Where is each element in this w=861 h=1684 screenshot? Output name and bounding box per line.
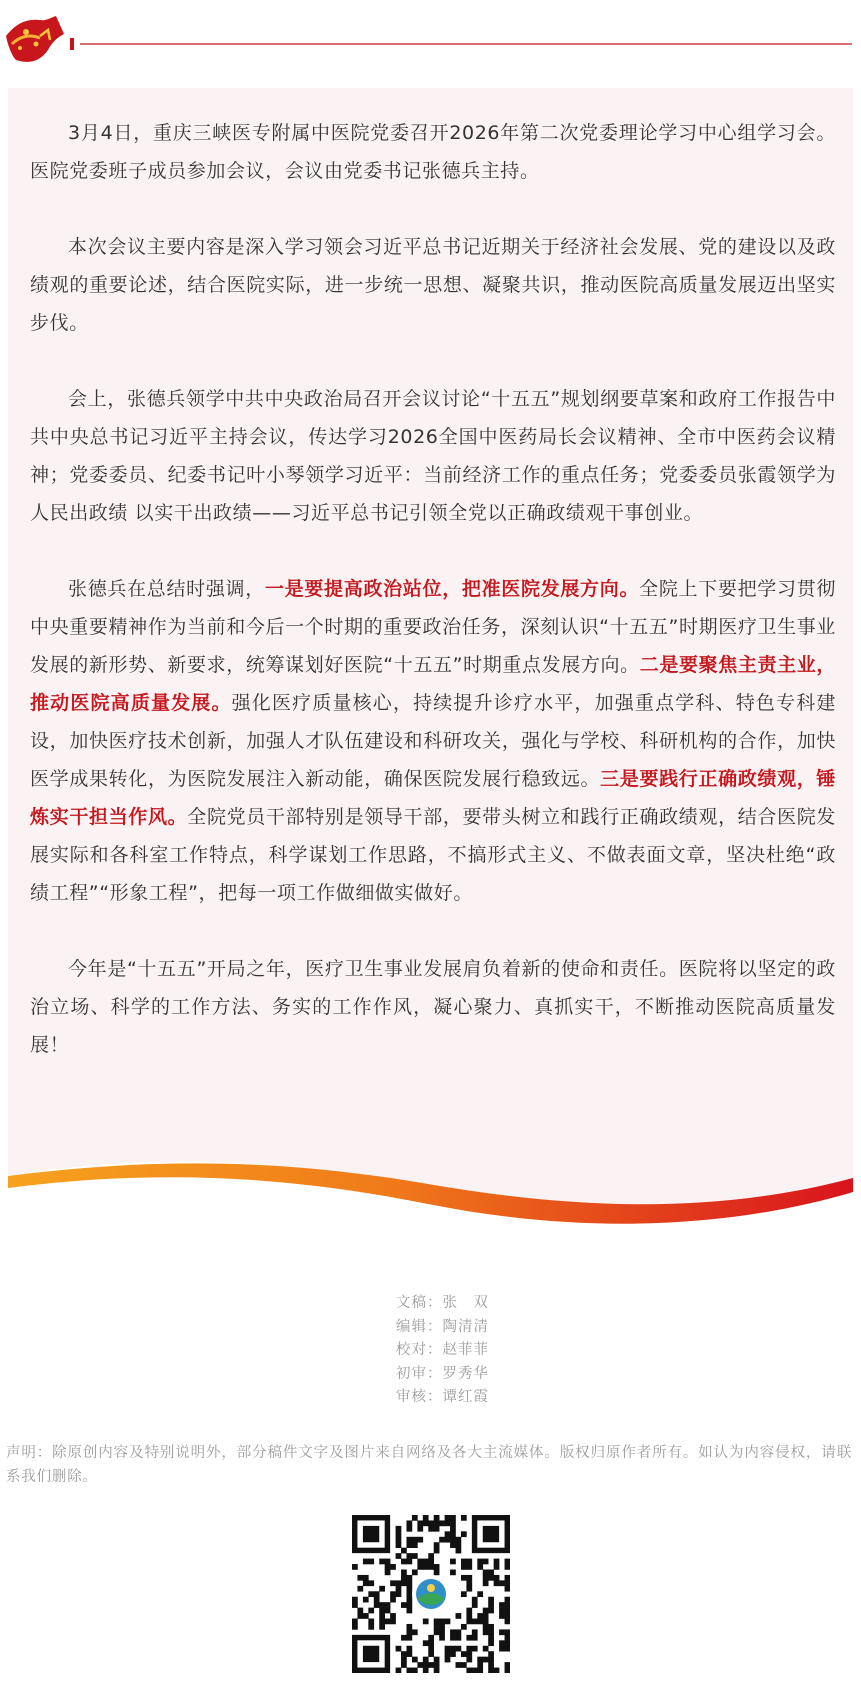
party-emblem-flag-icon <box>6 16 64 62</box>
copyright-notice: 声明：除原创内容及特别说明外，部分稿件文字及图片来自网络及各大主流媒体。版权归原作者所有。如认为内容侵权，请联系我们删除。 <box>6 1445 852 1485</box>
article-paragraph <box>30 570 836 912</box>
article-paragraph <box>30 228 836 342</box>
highlighted-text: 二是要聚焦主责主业，推动医院高质量发展。 <box>30 654 836 714</box>
credit-row: 审核：谭红霞 <box>396 1389 489 1405</box>
decorative-wave <box>8 1148 853 1243</box>
highlighted-text: 一是要提高政治站位，把准医院发展方向。 <box>264 578 640 600</box>
article-paragraph <box>30 950 836 1064</box>
paragraph-text: 强化医疗质量核心，持续提升诊疗水平，加强重点学科、特色专科建设，加快医疗技术创新，加强人才队伍建设和科研攻关，强化与学校、科研机构的合作，加快医学成果转化，为医院发展注入新动能，确保医院发展行稳致远。 <box>30 692 836 790</box>
article-paragraph <box>30 114 836 190</box>
highlighted-text: 三是要践行正确政绩观，锤炼实干担当作风。 <box>30 768 836 828</box>
header-accent-bar <box>70 38 74 50</box>
paragraph-text: 会上，张德兵领学中共中央政治局召开会议讨论“十五五”规划纲要草案和政府工作报告中共中央总书记习近平主持会议，传达学习2026全国中医药局长会议精神、全市中医药会议精神；党委委员、纪委书记叶小琴领学习近平：当前经济工作的重点任务；党委委员张霞领学为人民出政绩 以实干出政绩——习近平总书记引领全党以正确政绩观干事创业。 <box>30 388 836 524</box>
article-body <box>30 114 836 1102</box>
paragraph-text: 全院党员干部特别是领导干部，要带头树立和践行正确政绩观，结合医院发展实际和各科室工作特点，科学谋划工作思路，不搞形式主义、不做表面文章，坚决杜绝“政绩工程”“形象工程”，把每一项工作做细做实做好。 <box>30 806 836 904</box>
paragraph-text: 本次会议主要内容是深入学习领会习近平总书记近期关于经济社会发展、党的建设以及政绩观的重要论述，结合医院实际，进一步统一思想、凝聚共识，推动医院高质量发展迈出坚实步伐。 <box>30 236 836 334</box>
credit-row: 校对：赵菲菲 <box>396 1342 489 1358</box>
credits <box>396 1292 556 1410</box>
article-card <box>8 88 853 1243</box>
paragraph-text: 全院上下要把学习贯彻中央重要精神作为当前和今后一个时期的重要政治任务，深刻认识“十五五”时期医疗卫生事业发展的新形势、新要求，统筹谋划好医院“十五五”时期重点发展方向。 <box>30 578 836 676</box>
credit-row: 初审：罗秀华 <box>396 1365 489 1382</box>
paragraph-text: 张德兵在总结时强调， <box>68 578 265 600</box>
paragraph-text: 今年是“十五五”开局之年，医疗卫生事业发展肩负着新的使命和责任。医院将以坚定的政治立场、科学的工作方法、务实的工作作风，凝心聚力、真抓实干，不断推动医院高质量发展！ <box>30 958 836 1056</box>
top-banner <box>0 0 861 90</box>
paragraph-text: 3月4日，重庆三峡医专附属中医院党委召开2026年第二次党委理论学习中心组学习会。医院党委班子成员参加会议，会议由党委书记张德兵主持。 <box>30 122 836 182</box>
credit-row: 编辑：陶清清 <box>396 1318 489 1335</box>
qr-code-icon <box>352 1515 510 1673</box>
article-paragraph <box>30 380 836 532</box>
credit-row: 文稿：张 双 <box>396 1295 489 1311</box>
